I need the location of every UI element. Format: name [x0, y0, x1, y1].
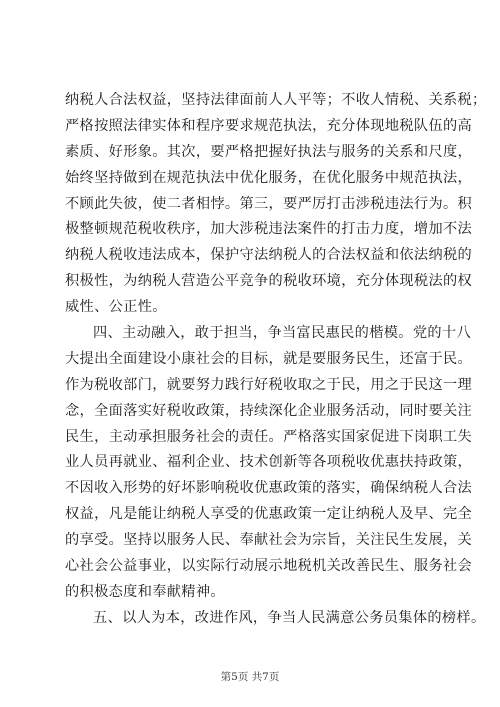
text-line: 纳税人合法权益，坚持法律面前人人平等；不收人情税、关系税； [65, 92, 487, 108]
text-line: 的享受。坚持以服务人民、奉献社会为宗旨，关注民生发展，关 [65, 532, 473, 549]
text-line: 大提出全面建设小康社会的目标，就是要服务民生，还富于民。 [65, 350, 473, 367]
text-line: 作为税收部门，就要努力践行好税收取之于民，用之于民这一理 [65, 376, 473, 393]
text-line: 权益，凡是能让纳税人享受的优惠政策一定让纳税人及早、完全 [65, 506, 473, 523]
text-line: 业人员再就业、福利企业、技术创新等各项税收优惠扶持政策， [65, 454, 473, 471]
text-line: 民生，主动承担服务社会的责任。严格落实国家促进下岗职工失 [65, 428, 473, 445]
text-line: 心社会公益事业，以实际行动展示地税机关改善民生、服务社会 [65, 558, 473, 575]
text-line: 念，全面落实好税收政策，持续深化企业服务活动，同时要关注 [65, 402, 473, 419]
page-number-footer: 第5页 共7页 [220, 671, 280, 683]
text-line: 不顾此失彼，使二者相悖。第三，要严厉打击涉税违法行为。积 [65, 195, 473, 212]
text-line: 积极性，为纳税人营造公平竞争的税收环境，充分体现税法的权 [65, 273, 473, 290]
text-line: 严格按照法律实体和程序要求规范执法，充分体现地税队伍的高 [65, 117, 473, 134]
paragraph [65, 88, 487, 321]
paragraph [65, 321, 473, 606]
document-body [65, 88, 487, 632]
text-line: 纳税人税收违法成本，保护守法纳税人的合法权益和依法纳税的 [65, 247, 473, 264]
paragraph [65, 606, 486, 632]
text-line: 的积极态度和奉献精神。 [65, 583, 225, 600]
text-line: 四、主动融入，敢于担当，争当富民惠民的楷模。党的十八 [93, 325, 471, 342]
text-line: 不因收入形势的好坏影响税收优惠政策的落实，确保纳税人合法 [65, 480, 473, 497]
text-line: 五、以人为本，改进作风，争当人民满意公务员集体的榜样。 [93, 609, 486, 626]
text-line: 极整顿规范税收秩序，加大涉税违法案件的打击力度，增加不法 [65, 221, 473, 238]
text-line: 始终坚持做到在规范执法中优化服务，在优化服务中规范执法， [65, 169, 473, 186]
text-line: 威性、公正性。 [65, 299, 167, 316]
text-line: 素质、好形象。其次，要严格把握好执法与服务的关系和尺度， [65, 143, 473, 160]
